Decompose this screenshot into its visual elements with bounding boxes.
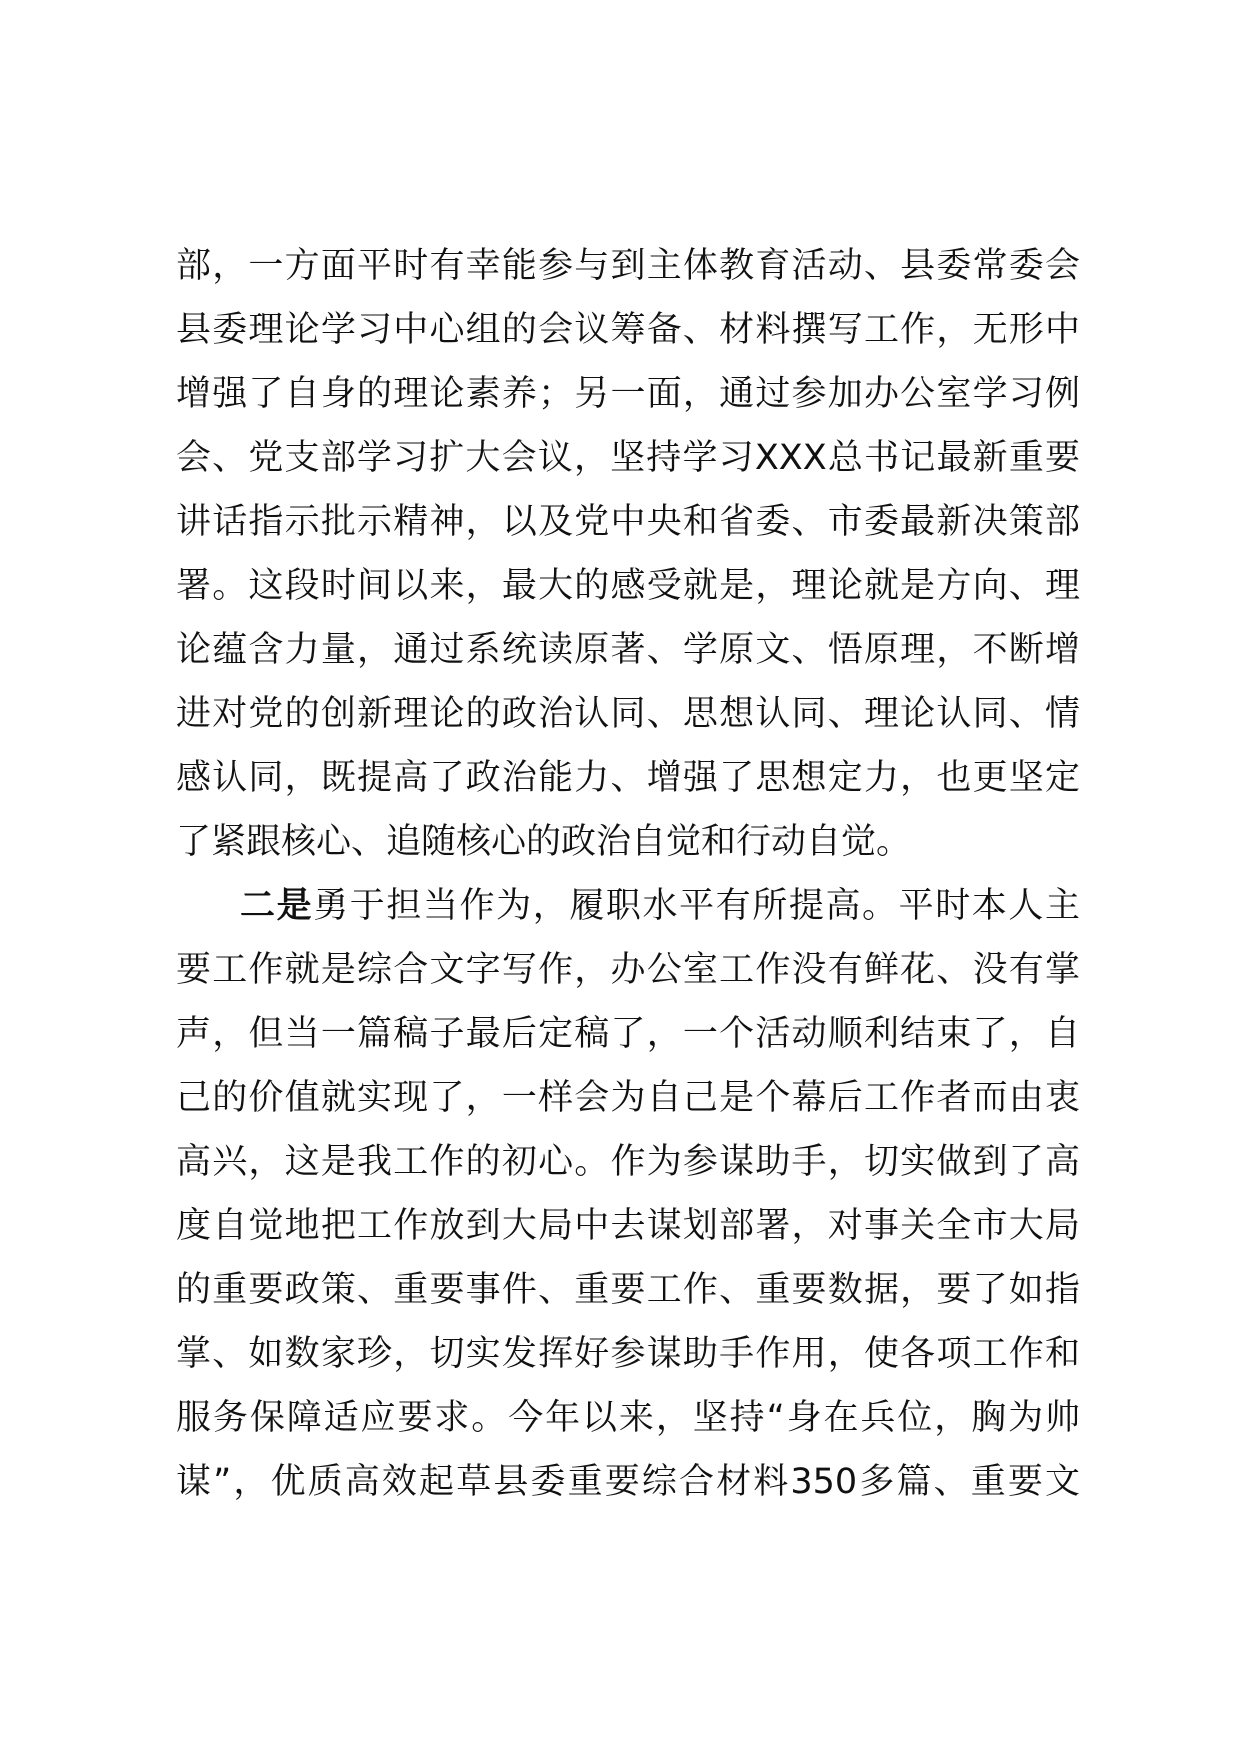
paragraph-2-line: 谋”，优质高效起草县委重要综合材料350多篇、重要文 xyxy=(176,1462,1080,1502)
paragraph-1-line: 县委理论学习中心组的会议筹备、材料撰写工作，无形中 xyxy=(176,310,1080,350)
paragraph-1-line: 论蕴含力量，通过系统读原著、学原文、悟原理，不断增 xyxy=(176,630,1080,670)
paragraph-2-line: 己的价值就实现了，一样会为自己是个幕后工作者而由衷 xyxy=(176,1078,1080,1118)
paragraph-1-line: 感认同，既提高了政治能力、增强了思想定力，也更坚定 xyxy=(176,758,1080,798)
paragraph-2-line: 掌、如数家珍，切实发挥好参谋助手作用，使各项工作和 xyxy=(176,1334,1080,1374)
paragraph-2-line: 要工作就是综合文字写作，办公室工作没有鲜花、没有掌 xyxy=(176,950,1080,990)
paragraph-1-line: 署。这段时间以来，最大的感受就是，理论就是方向、理 xyxy=(176,566,1080,606)
paragraph-1-line: 增强了自身的理论素养；另一面，通过参加办公室学习例 xyxy=(176,374,1080,414)
paragraph-2-line: 度自觉地把工作放到大局中去谋划部署，对事关全市大局 xyxy=(176,1206,1080,1246)
paragraph-1-line: 了紧跟核心、追随核心的政治自觉和行动自觉。 xyxy=(176,822,912,862)
paragraph-1-line: 进对党的创新理论的政治认同、思想认同、理论认同、情 xyxy=(176,694,1080,734)
paragraph-2-line: 的重要政策、重要事件、重要工作、重要数据，要了如指 xyxy=(176,1270,1080,1310)
paragraph-2-first-line xyxy=(240,874,1080,938)
paragraph-2-line: 高兴，这是我工作的初心。作为参谋助手，切实做到了高 xyxy=(176,1142,1080,1182)
paragraph-1-line: 部，一方面平时有幸能参与到主体教育活动、县委常委会 xyxy=(176,246,1080,286)
paragraph-1-line: 会、党支部学习扩大会议，坚持学习XXX总书记最新重要 xyxy=(176,438,1080,478)
paragraph-2-lead: 二是 xyxy=(240,886,314,926)
paragraph-2-line: 声，但当一篇稿子最后定稿了，一个活动顺利结束了，自 xyxy=(176,1014,1080,1054)
paragraph-2-first-rest: 勇于担当作为，履职水平有所提高。平时本人主 xyxy=(313,886,1080,926)
paragraph-1-line: 讲话指示批示精神，以及党中央和省委、市委最新决策部 xyxy=(176,502,1080,542)
paragraph-2-line: 服务保障适应要求。今年以来，坚持“身在兵位，胸为帅 xyxy=(176,1398,1080,1438)
